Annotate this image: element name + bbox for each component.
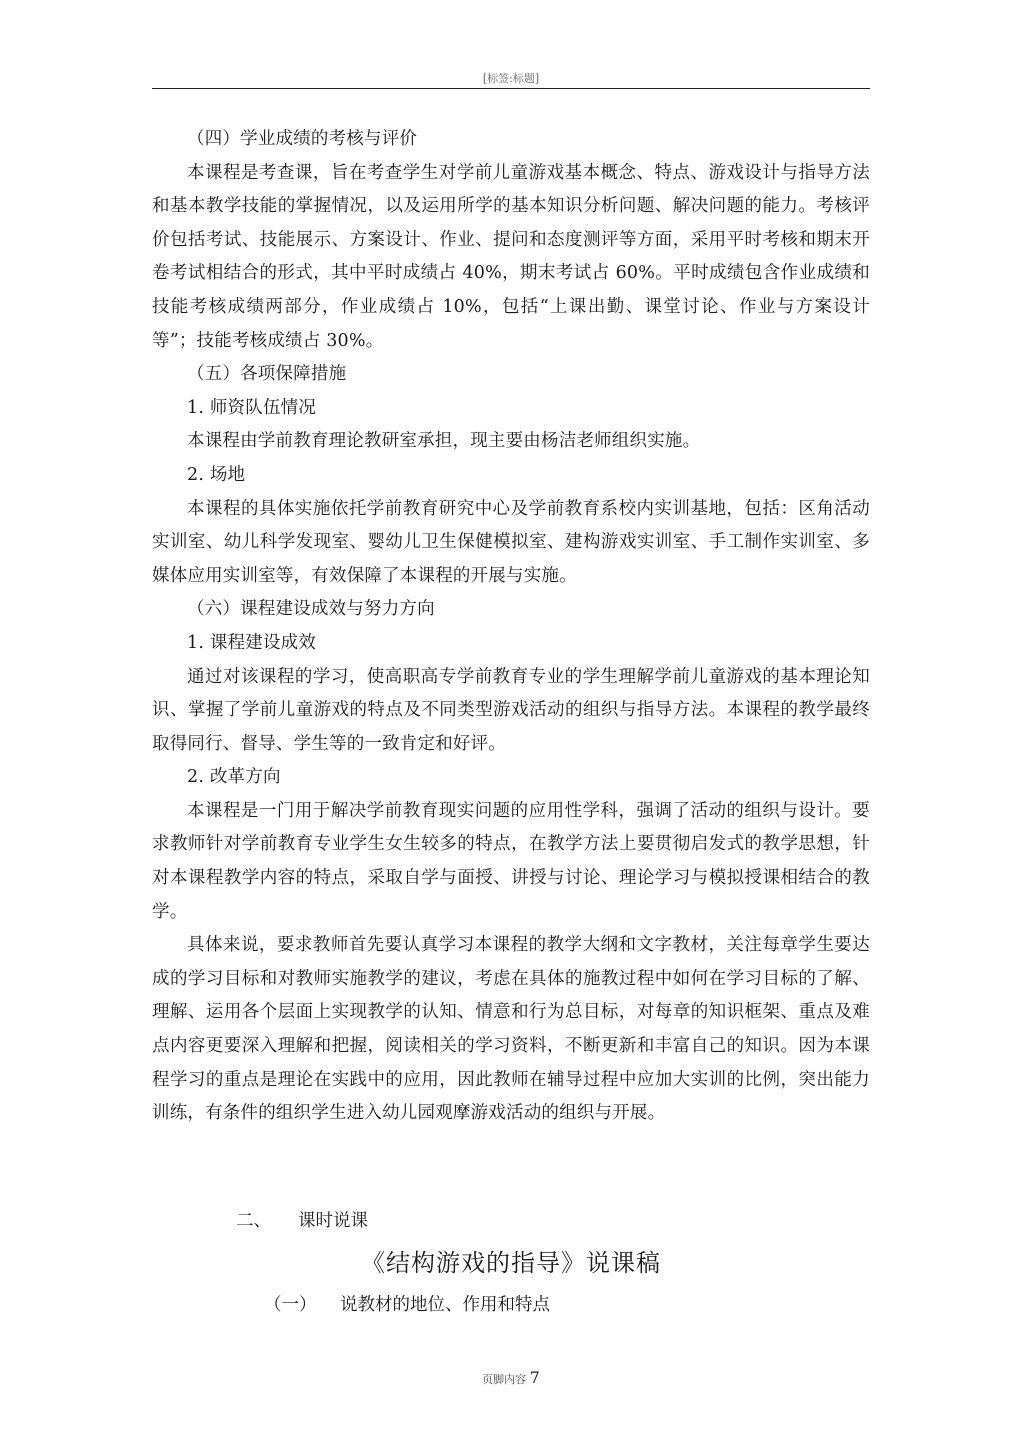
heading-results: 1. 课程建设成效	[187, 632, 317, 653]
paragraph-results: 通过对该课程的学习，使高职高专学前教育专业的学生理解学前儿童游戏的基本理论知识、掌握了学前儿童游戏的特点及不同类型游戏活动的组织与指导方法。本课程的教学最终取得同行、督导、学生等的一致肯定和好评。	[152, 666, 870, 754]
paragraph-reform: 本课程是一门用于解决学前教育现实问题的应用性学科，强调了活动的组织与设计。要求教师针对学前教育专业学生女生较多的特点，在教学方法上要贯彻启发式的教学思想，针对本课程教学内容的特点，采取自学与面授、讲授与讨论、理论学习与模拟授课相结合的教学。	[152, 800, 870, 922]
header-rule	[152, 88, 870, 89]
section-title: 课时说课	[298, 1211, 368, 1231]
paragraph-details: 具体来说，要求教师首先要认真学习本课程的教学大纲和文字教材，关注每章学生要达成的学习目标和对教师实施教学的建议，考虑在具体的施教过程中如何在学习目标的了解、理解、运用各个层面上实现教学的认知、情意和行为总目标，对每章的知识框架、重点及难点内容更要深入理解和把握，阅读相关的学习资料，不断更新和丰富自己的知识。因为本课程学习的重点是理论在实践中的应用，因此教师在辅导过程中应加大实训的比例，突出能力训练，有条件的组织学生进入幼儿园观摩游戏活动的组织与开展。	[152, 935, 870, 1124]
section-number: 二、	[236, 1211, 271, 1231]
paragraph-faculty: 本课程由学前教育理论教研室承担，现主要由杨洁老师组织实施。	[187, 431, 701, 452]
heading-assessment: （四）学业成绩的考核与评价	[187, 129, 418, 149]
page-footer	[152, 1368, 870, 1387]
body-text	[152, 123, 870, 1131]
subsection-heading-1	[264, 1292, 550, 1318]
heading-faculty: 1. 师资队伍情况	[187, 397, 317, 418]
footer-text: 页脚内容	[482, 1373, 527, 1386]
section-heading-2	[236, 1208, 368, 1234]
paragraph-assessment: 本课程是考查课，旨在考查学生对学前儿童游戏基本概念、特点、游戏设计与指导方法和基本教学技能的掌握情况，以及运用所学的基本知识分析问题、解决问题的能力。考核评价包括考试、技能展示、方案设计、作业、提问和态度测评等方面，采用平时考核和期末开卷考试相结合的形式，其中平时成绩占 40%，期末考试占 60%。平时成绩包含作业成绩和技能考核成绩两部分，作业成绩占 10%，包括“上课出勤、课堂讨论、作业与方案设计等”；技能考核成绩占 30%。	[152, 162, 870, 351]
page-header: [标签:标题]	[482, 72, 540, 85]
heading-guarantee: （五）各项保障措施	[187, 364, 347, 385]
document-title: 《结构游戏的指导》说课稿	[361, 1249, 661, 1277]
heading-achievements: （六）课程建设成效与努力方向	[187, 599, 435, 620]
page-number: 7	[529, 1368, 540, 1387]
paragraph-venue: 本课程的具体实施依托学前教育研究中心及学前教育系校内实训基地，包括：区角活动实训室、幼儿科学发现室、婴幼儿卫生保健模拟室、建构游戏实训室、手工制作实训室、多媒体应用实训室等，有效保障了本课程的开展与实施。	[152, 498, 870, 586]
heading-venue: 2. 场地	[187, 464, 246, 485]
subsection-title: 说教材的地位、作用和特点	[340, 1295, 550, 1315]
subsection-number: （一）	[264, 1295, 317, 1315]
heading-reform: 2. 改革方向	[187, 767, 281, 788]
